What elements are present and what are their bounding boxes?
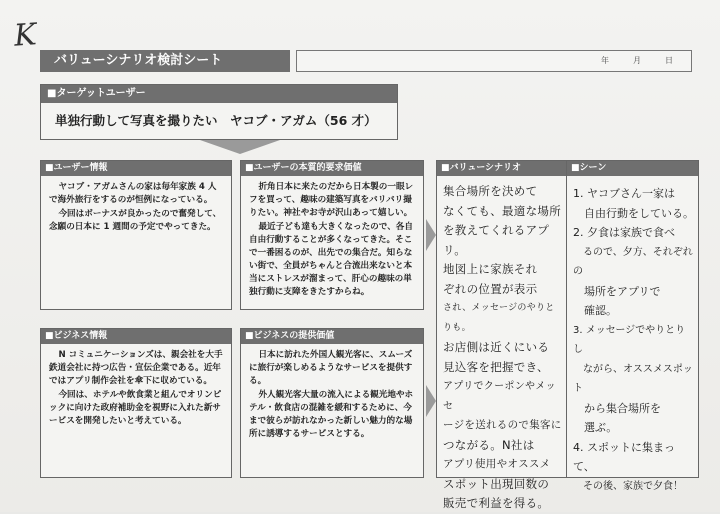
business-value-paragraph: 外人観光客大量の流入による観光地やホテル・飲食店の混雑を緩和するために、今まで彼らが訪れなかった新しい魅力的な場所に誘導するサービスとする。: [249, 390, 414, 439]
scenario-line: 地図上に家族それ: [443, 262, 538, 276]
value-scenario-handwriting: [437, 176, 566, 514]
essential-value-box: [240, 160, 424, 310]
scene-line: 1. ヤコブさん一家は: [573, 187, 675, 200]
target-user-heading: ■ターゲットユーザー: [41, 85, 397, 103]
sheet-title: バリューシナリオ検討シート: [40, 50, 290, 72]
arrow-right-icon: [426, 219, 436, 251]
essential-value-paragraph: 折角日本に来たのだから日本製の一眼レフを買って、趣味の建築写真をバリバリ撮りたい。神社やお寺が沢山あって嬉しい。: [249, 182, 414, 218]
scenario-line: なくても、最適な場所: [443, 203, 561, 218]
user-info-paragraph: 今回はボーナスが良かったので奮発して、念願の日本に 1 週間の予定でやってきた。: [49, 209, 222, 232]
scene-line: 2. 夕食は家族で食べ: [573, 226, 675, 239]
date-day-label: 日: [665, 56, 673, 65]
scenario-line: つながる。N社は: [443, 437, 535, 452]
essential-value-paragraph: 最近子ども達も大きくなったので、各自自由行動することが多くなってきた。そこで一番困るのが、出先での集合だ。知らない街で、全員がちゃんと合流出来ないと本当にストレスが溜まって、肝心の趣味の単独行動に支障をきたすからね。: [249, 222, 413, 297]
scene-line: るので、夕方、それぞれの: [573, 246, 693, 277]
essential-value-heading: ■ユーザーの本質的要求価値: [241, 161, 423, 176]
date-year-label: 年: [601, 56, 609, 65]
scenario-line: アプリでクーポンやメッセ: [443, 381, 556, 412]
business-info-box: [40, 328, 232, 478]
arrow-right-icon: [426, 385, 436, 417]
scene-box: [566, 160, 699, 492]
scenario-line: ージを送れるので集客に: [443, 419, 562, 431]
user-info-paragraph: ヤコブ・アガムさんの家は毎年家族 4 人で海外旅行をするのが恒例になっている。: [49, 182, 217, 205]
user-info-heading: ■ユーザー情報: [41, 161, 231, 176]
user-info-box: [40, 160, 232, 310]
scene-line: 4. スポットに集まって、: [573, 440, 675, 473]
date-month-label: 月: [633, 56, 641, 65]
scene-line: 場所をアプリで: [573, 284, 661, 298]
business-value-paragraph: 日本に訪れた外国人観光客に、スムーズに旅行が楽しめるようなサービスを提供する。: [249, 350, 413, 386]
scenario-line: 集合場所を決めて: [443, 184, 538, 198]
scenario-line: アプリ使用やオススメ: [443, 458, 551, 470]
scene-heading: ■シーン: [567, 161, 698, 176]
scenario-line: を教えてくれるアプリ。: [443, 223, 550, 257]
date-field[interactable]: [296, 50, 692, 72]
business-info-heading: ■ビジネス情報: [41, 329, 231, 344]
scene-line: 3. メッセージでやりとりし: [573, 324, 686, 355]
scenario-line: 販売で利益を得る。: [443, 496, 550, 510]
scenario-line: 見込客を把握でき、: [443, 359, 549, 374]
scene-handwriting: [567, 176, 698, 496]
scene-line: ながら、オススメスポット: [573, 363, 693, 394]
scene-line: 選ぶ。: [573, 421, 618, 434]
value-scenario-heading: ■バリューシナリオ: [437, 161, 566, 176]
business-value-box: [240, 328, 424, 478]
business-info-paragraph: N コミュニケーションズは、親会社を大手鉄道会社に持つ広告・宣伝企業である。近年ではアプリ制作会社を傘下に収めている。: [49, 350, 223, 386]
scene-line: その後、家族で夕食！: [573, 480, 683, 492]
business-info-paragraph: 今回は、ホテルや飲食業と組んでオリンピックに向けた政府補助金を視野に入れた新サービスを開発したいと考えている。: [49, 390, 222, 426]
handwritten-corner-mark: K: [12, 17, 38, 54]
arrow-down-icon: [200, 140, 280, 154]
scenario-line: お店側は近くにいる: [443, 340, 550, 354]
scene-line: から集合場所を: [573, 401, 661, 415]
business-value-heading: ■ビジネスの提供価値: [241, 329, 423, 344]
scene-line: 確認。: [573, 304, 617, 317]
scenario-line: スポット出現回数の: [443, 476, 550, 491]
scenario-line: ぞれの位置が表示: [443, 281, 538, 296]
scenario-line: され、メッセージのやりとりも。: [443, 303, 555, 333]
value-scenario-box: [436, 160, 567, 510]
target-user-text: 単独行動して写真を撮りたい ヤコブ・アガム（56 才）: [55, 113, 377, 128]
target-user-box: [40, 84, 398, 140]
scene-line: 自由行動をしている。: [573, 206, 694, 220]
